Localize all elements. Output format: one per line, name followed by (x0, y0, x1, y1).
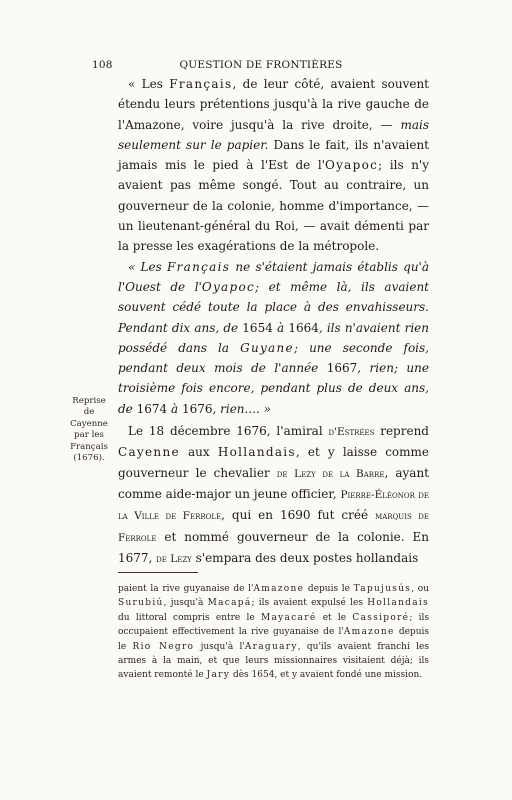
footnote (118, 582, 429, 683)
paragraph-quote-1: « Les Français, de leur côté, avaient souvent étendu leurs prétentions jusqu'à la rive gauche de l'Amazone, voire jusqu'à la rive droite, — mais seulement sur le papier. Dans le fait, ils n'avaient jamais mis le pied à l'Est de l'Oyapoc; ils n'y avaient pas même songé. Tout au contraire, un gouverneur de la colonie, homme d'importance, — un lieutenant-général du Roi, — avait démenti par la presse les exagérations de la métropole. (118, 77, 429, 254)
footnote-rule (118, 572, 198, 573)
paragraph-reprise: Le 18 décembre 1676, l'amiral d'Estrées reprend Cayenne aux Hollandais, et y laisse comme gouverneur le chevalier de Lezy de la Barre, ayant comme aide-major un jeune officier, Pierre-Éléonor de la Ville de Ferrole, qui en 1690 fut créé marquis de Ferrole et nommé gouverneur de la colonie. En 1677, de Lezy s'empara des deux postes hollandais (118, 424, 430, 565)
running-header (92, 59, 430, 75)
margin-note-line: de Cayenne (70, 407, 108, 429)
main-text (118, 74, 429, 569)
margin-note-line: (1676). (73, 453, 105, 464)
margin-note-line: Reprise (72, 396, 106, 406)
footnote-text: paient la rive guyanaise de l'Amazone depuis le Tapujusús, ou Surubiú, jusqu'à Macapá; ils avaient expulsé les Hollandais du littoral compris entre le Mayacaré et le Cassiporé; ils occupaient effectivement la rive guyanaise de l'Amazone depuis le Rio Negro jusqu'à l'Araguary, qu'ils avaient franchi les armes à la main, et que leurs missionnaires visitaient déjà; ils avaient remonté le Jary dès 1654, et y avaient fondé une mission. (118, 584, 429, 681)
margin-note-line: par les Français (70, 430, 108, 452)
page-number: 108 (92, 59, 113, 71)
paragraph-quote-2: « Les Français ne s'étaient jamais établis qu'à l'Ouest de l'Oyapoc; et même là, ils avaient souvent cédé toute la place à des envahisseurs. Pendant dix ans, de 1654 à 1664, ils n'avaient rien possédé dans la Guyane; une seconde fois, pendant deux mois de l'année 1667, rien; une troisième fois encore, pendant plus de deux ans, de 1674 à 1676, rien.... » (118, 259, 430, 416)
margin-note (66, 396, 112, 464)
running-title: QUESTION DE FRONTIÈRES (179, 59, 343, 71)
